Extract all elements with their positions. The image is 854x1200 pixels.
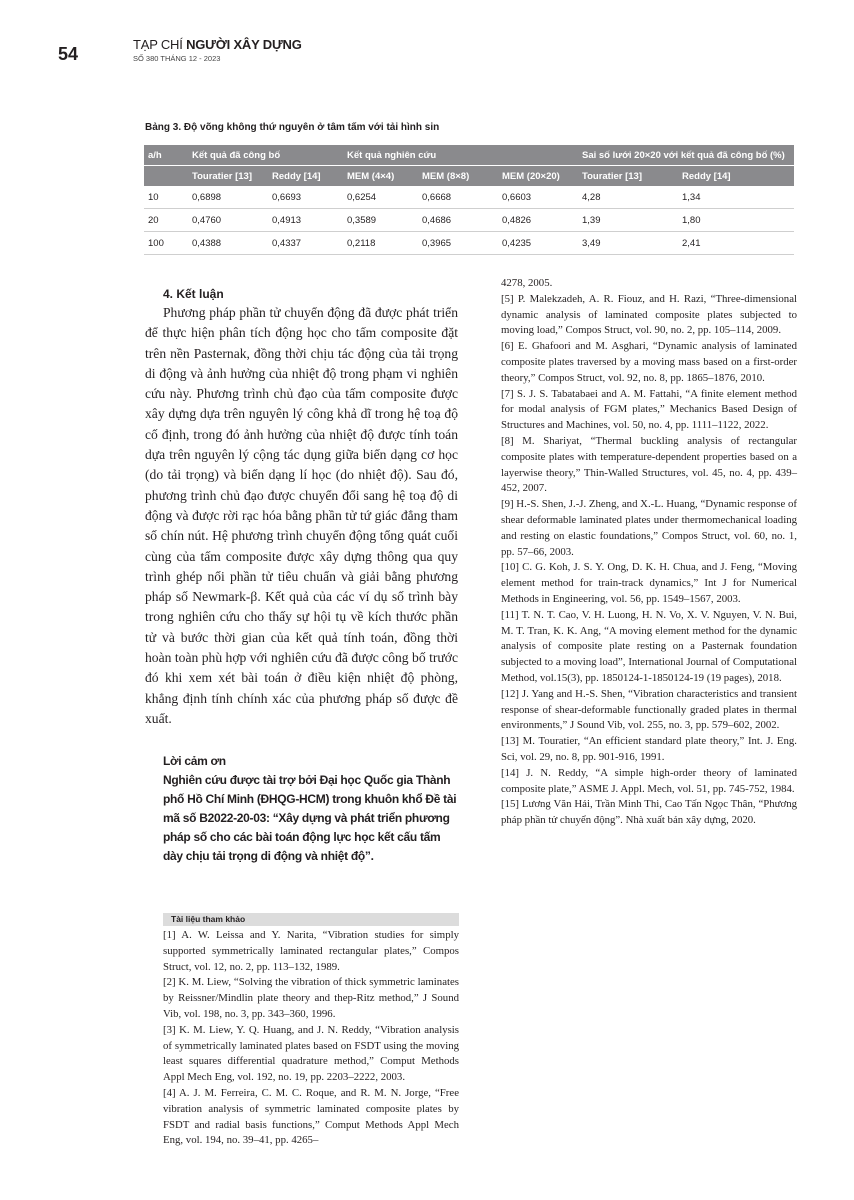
table-cell: 1,34 xyxy=(678,186,794,209)
conclusion-section xyxy=(145,287,458,729)
table-header-touratier: Touratier [13] xyxy=(188,166,268,187)
table-sub-header-row xyxy=(144,166,794,187)
table-cell: 1,39 xyxy=(578,209,678,232)
acknowledgement-section xyxy=(163,752,463,866)
table-cell: 0,4388 xyxy=(188,232,268,255)
acknowledgement-title: Lời cảm ơn xyxy=(163,754,226,768)
table-cell: 0,6898 xyxy=(188,186,268,209)
table-cell: 0,3965 xyxy=(418,232,498,255)
reference-item: [12] J. Yang and H.-S. Shen, “Vibration characteristics and transient response of shear-deformable functionally graded plates in thermal environments,” J Sound Vib, vol. 255, no. 3, pp. 579–602, 2002. xyxy=(501,687,797,732)
table-row xyxy=(144,209,794,232)
table-row xyxy=(144,186,794,209)
reference-item: [10] C. G. Koh, J. S. Y. Ong, D. K. H. Chua, and J. Feng, “Moving element method for train-track dynamics,” Int J for Numerical Methods in Engineering, vol. 56, pp. 1549–1567, 2003. xyxy=(501,561,797,605)
reference-item: [5] P. Malekzadeh, A. R. Fiouz, and H. Razi, “Three-dimensional dynamic analysis of laminated composite plates subjected to moving load,” Compos Struct, vol. 90, no. 2, pp. 105–114, 2009. xyxy=(501,292,797,337)
table-caption: Bảng 3. Độ võng không thứ nguyên ở tâm tấm với tải hình sin xyxy=(145,122,440,133)
reference-item: 4278, 2005. xyxy=(501,277,553,289)
table-cell: 0,4760 xyxy=(188,209,268,232)
table-row xyxy=(144,232,794,255)
table-cell: 0,6603 xyxy=(498,186,578,209)
table-cell: 1,80 xyxy=(678,209,794,232)
table-header-published: Kết quả đã công bố xyxy=(188,145,343,166)
reference-item: [6] E. Ghafoori and M. Asghari, “Dynamic analysis of laminated composite plates traversed by a moving mass based on a first-order theory,” Compos Struct, vol. 92, no. 8, pp. 1865–1876, 2010. xyxy=(501,340,797,384)
table-header-blank xyxy=(144,166,188,187)
table-header-err-reddy: Reddy [14] xyxy=(678,166,794,187)
reference-item: [15] Lương Văn Hải, Trần Minh Thi, Cao Tấn Ngọc Thân, “Phương pháp phần tử chuyển động”. Nhà xuất bản xây dựng, 2020. xyxy=(501,798,797,827)
table-cell: 0,4235 xyxy=(498,232,578,255)
table-cell: 0,4686 xyxy=(418,209,498,232)
issue-line: SỐ 380 THÁNG 12 - 2023 xyxy=(133,54,221,63)
journal-title xyxy=(133,37,302,52)
table-cell: 0,3589 xyxy=(343,209,418,232)
reference-item: [3] K. M. Liew, Y. Q. Huang, and J. N. Reddy, “Vibration analysis of symmetrically laminated plates based on FSDT using the moving least squares differential quadrature method,” Comput Methods Appl Mech Eng, vol. 192, no. 19, pp. 2203–2222, 2003. xyxy=(163,1023,459,1084)
table-header-ah: a/h xyxy=(144,145,188,166)
reference-item: [13] M. Touratier, “An efficient standard plate theory,” Int. J. Eng. Sci, vol. 29, no. 8, pp. 901-916, 1991. xyxy=(501,735,797,763)
table-cell: 100 xyxy=(144,232,188,255)
reference-item: [8] M. Shariyat, “Thermal buckling analysis of rectangular composite plates with temperature-dependent properties based on a layerwise theory,” Thin-Walled Structures, vol. 45, no. 4, pp. 439–452, 2007. xyxy=(501,434,797,495)
table-cell: 2,41 xyxy=(678,232,794,255)
table-group-header-row xyxy=(144,145,794,166)
table-cell: 0,2118 xyxy=(343,232,418,255)
reference-item: [9] H.-S. Shen, J.-J. Zheng, and X.-L. Huang, “Dynamic response of shear deformable laminated plates under thermomechanical loading and resting on elastic foundations,” Compos Struct, vol. 60, no. 1, pp. 57–66, 2003. xyxy=(501,498,797,558)
references-list-right xyxy=(501,276,797,829)
table-cell: 0,6693 xyxy=(268,186,343,209)
table-cell: 20 xyxy=(144,209,188,232)
results-table xyxy=(144,145,794,255)
references-list-left xyxy=(163,928,459,1149)
table-cell: 0,4337 xyxy=(268,232,343,255)
table-header-reddy: Reddy [14] xyxy=(268,166,343,187)
table-cell: 10 xyxy=(144,186,188,209)
table-header-err-touratier: Touratier [13] xyxy=(578,166,678,187)
table-header-study: Kết quả nghiên cứu xyxy=(343,145,578,166)
reference-item: [11] T. N. T. Cao, V. H. Luong, H. N. Vo, X. V. Nguyen, V. N. Bui, M. T. Tran, K. K. Ang, “A moving element method for the dynamic analysis of composite plate resting on a Pasternak foundation subjected to a moving load”, International Journal of Computational Method, vol.15(3), pp. 1850124-1-1850124-19 (19 pages), 2018. xyxy=(501,608,797,684)
reference-item: [7] S. J. S. Tabatabaei and A. M. Fattahi, “A finite element method for modal analysis of FGM plates,” Mechanics Based Design of Structures and Machines, vol. 50, no. 4, pp. 1111–1122, 2022. xyxy=(501,387,797,432)
table-header-mem4: MEM (4×4) xyxy=(343,166,418,187)
journal-prefix: TẠP CHÍ xyxy=(133,37,187,52)
page-number: 54 xyxy=(58,44,79,64)
table-cell: 0,6254 xyxy=(343,186,418,209)
table-header-mem20: MEM (20×20) xyxy=(498,166,578,187)
reference-item: [4] A. J. M. Ferreira, C. M. C. Roque, and R. M. N. Jorge, “Free vibration analysis of symmetric laminated composite plates by FSDT and radial basis functions,” Comput Methods Appl Mech Eng, vol. 194, no. 39–41, pp. 4265– xyxy=(163,1086,459,1147)
table-cell: 4,28 xyxy=(578,186,678,209)
table-header-error: Sai số lưới 20×20 với kết quả đã công bố (%) xyxy=(578,145,794,166)
acknowledgement-text: Nghiên cứu được tài trợ bởi Đại học Quốc gia Thành phố Hồ Chí Minh (ĐHQG-HCM) trong khuôn khổ Đề tài mã số B2022-20-03: “Xây dựng và phát triển phương pháp số cho các bài toán động lực học kết cấu tấm dày chịu tải trọng di động và nhiệt độ”. xyxy=(163,773,457,863)
table-cell: 0,6668 xyxy=(418,186,498,209)
conclusion-title: 4. Kết luận xyxy=(163,287,224,301)
table-cell: 0,4826 xyxy=(498,209,578,232)
references-heading: Tài liệu tham khảo xyxy=(163,913,459,926)
table-header-mem8: MEM (8×8) xyxy=(418,166,498,187)
table-cell: 3,49 xyxy=(578,232,678,255)
reference-item: [14] J. N. Reddy, “A simple high-order theory of laminated composite plate,” ASME J. Appl. Mech, vol. 51, pp. 745-752, 1984. xyxy=(501,766,797,795)
table-cell: 0,4913 xyxy=(268,209,343,232)
journal-name: NGƯỜI XÂY DỰNG xyxy=(186,37,302,52)
reference-item: [2] K. M. Liew, “Solving the vibration of thick symmetric laminates by Reissner/Mindlin plate theory and thep-Ritz method,” J Sound Vib, vol. 198, no. 3, pp. 343–360, 1996. xyxy=(163,976,459,1020)
reference-item: [1] A. W. Leissa and Y. Narita, “Vibration studies for simply supported symmetrically laminated rectangular plates,” Compos Struct, vol. 12, no. 2, pp. 113–132, 1989. xyxy=(163,929,459,973)
conclusion-paragraph: Phương pháp phần tử chuyển động đã được phát triển để thực hiện phân tích động học cho tấm composite đặt trên nền Pasternak, đồng thời chịu tác động của tải trọng di động và ảnh hưởng của nhiệt độ trong phạm vi nghiên cứu này. Phương trình chủ đạo của tấm composite được xây dựng dựa trên nguyên lý công khả dĩ trong hệ toạ độ cố định, trong đó ảnh hưởng của nhiệt độ được tính toán dựa trên nguyên lý cộng tác dụng giữa biến dạng cơ học (do tải trọng) và biến dạng lí học (do nhiệt độ). Sau đó, phương trình chủ đạo được chuyển đổi sang hệ toạ độ di động và được rời rạc hóa bằng phần tử tứ giác đẳng tham số chín nút. Hệ phương trình chuyển động tổng quát cuối cùng của tấm composite được xây dựng thông qua quy trình ghép nối phần tử tiêu chuẩn và giải bằng phương pháp số Newmark-β. Kết quả của các ví dụ số trình bày trong nghiên cứu cho thấy sự hội tụ về kích thước phần tử và bước thời gian của kết quả tính toán, đồng thời hoàn toàn phù hợp với nghiên cứu đã được công bố trước đó khi xem xét bài toán ở điều kiện nhiệt độ phòng, khẳng định tính chính xác của phương pháp số được đề xuất. xyxy=(145,305,458,726)
